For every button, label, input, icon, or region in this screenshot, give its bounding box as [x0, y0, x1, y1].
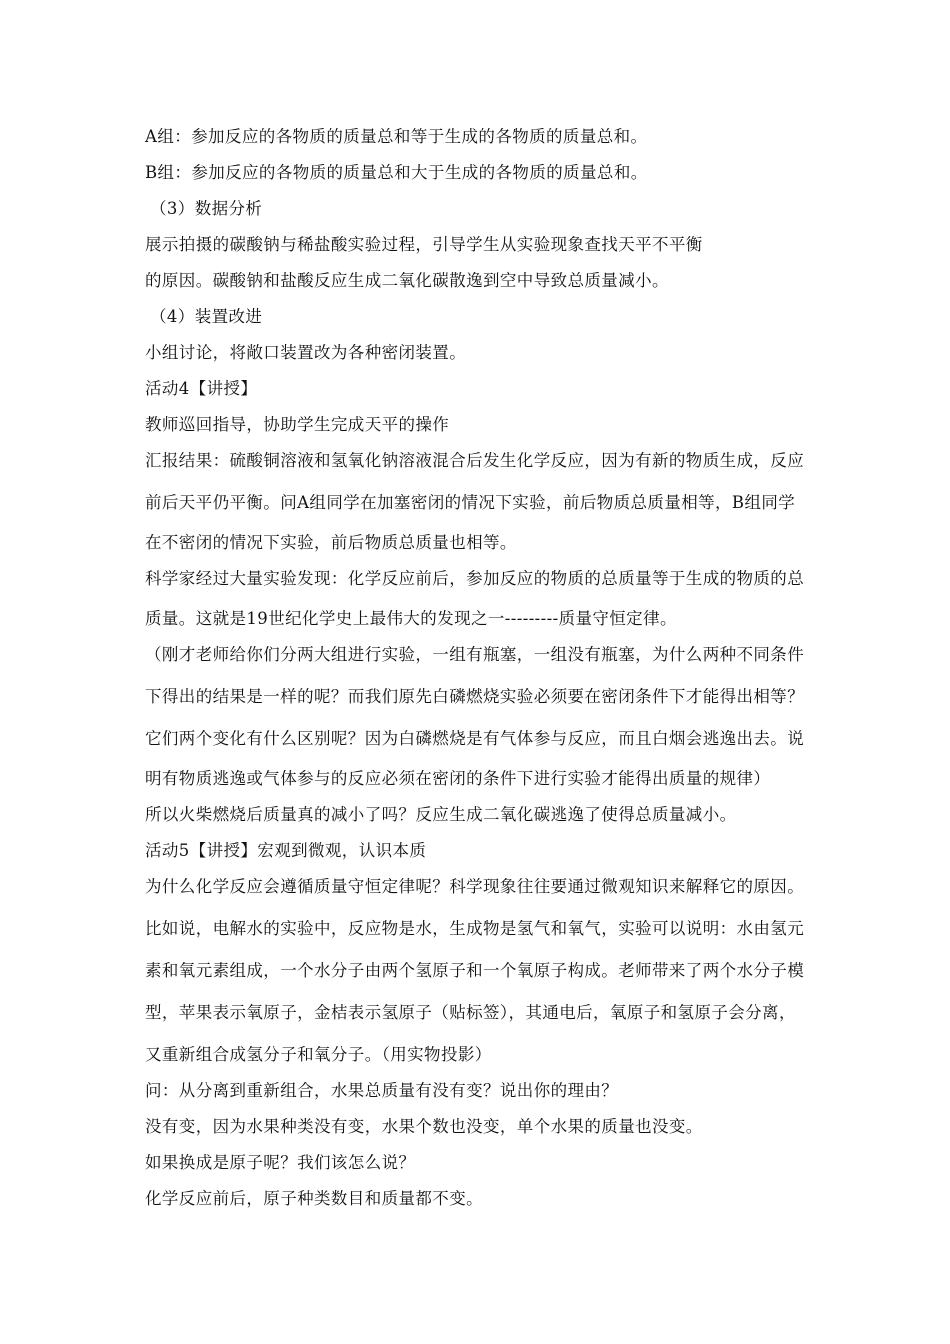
text-line: 的原因。碳酸钠和盐酸反应生成二氧化碳散逸到空中导致总质量减小。 — [145, 271, 669, 290]
text-line: 它们两个变化有什么区别呢？因为白磷燃烧是有气体参与反应，而且白烟会逃逸出去。说 — [145, 729, 805, 748]
text-line: 科学家经过大量实验发现：化学反应前后，参加反应的物质的总质量等于生成的物质的总 — [145, 569, 805, 588]
text-line: 化学反应前后，原子种类数目和质量都不变。 — [145, 1189, 483, 1208]
text-line: 前后天平仍平衡。问A组同学在加塞密闭的情况下实验，前后物质总质量相等，B组同学 — [145, 493, 796, 512]
text-line: 展示拍摄的碳酸钠与稀盐酸实验过程，引导学生从实验现象查找天平不平衡 — [145, 235, 703, 254]
text-line: 所以火柴燃烧后质量真的减小了吗？反应生成二氧化碳逃逸了使得总质量减小。 — [145, 805, 737, 824]
section-heading-data-analysis: （3）数据分析 — [150, 199, 263, 218]
text-line: 在不密闭的情况下实验，前后物质总质量也相等。 — [145, 533, 517, 552]
text-line: 质量。这就是19世纪化学史上最伟大的发现之一---------质量守恒定律。 — [145, 609, 677, 628]
activity-heading-4: 活动4【讲授】 — [145, 379, 258, 398]
text-line: 问：从分离到重新组合，水果总质量有没有变？说出你的理由？ — [145, 1081, 619, 1100]
text-line: 比如说，电解水的实验中，反应物是水，生成物是氢气和氧气，实验可以说明：水由氢元 — [145, 919, 805, 938]
activity-heading-5: 活动5【讲授】宏观到微观，认识本质 — [145, 841, 427, 860]
text-line: 素和氧元素组成，一个水分子由两个氢原子和一个氧原子构成。老师带来了两个水分子模 — [145, 961, 805, 980]
text-line: 教师巡回指导，协助学生完成天平的操作 — [145, 415, 450, 434]
text-line-group-a: A组：参加反应的各物质的质量总和等于生成的各物质的质量总和。 — [145, 127, 648, 146]
text-line: 汇报结果：硫酸铜溶液和氢氧化钠溶液混合后发生化学反应，因为有新的物质生成，反应 — [145, 451, 805, 470]
text-line: 下得出的结果是一样的呢？而我们原先白磷燃烧实验必须要在密闭条件下才能得出相等？ — [145, 687, 805, 706]
text-line-group-b: B组：参加反应的各物质的质量总和大于生成的各物质的质量总和。 — [145, 163, 648, 182]
text-line: 如果换成是原子呢？我们该怎么说？ — [145, 1153, 416, 1172]
text-line: 小组讨论，将敞口装置改为各种密闭装置。 — [145, 343, 467, 362]
text-line: 没有变，因为水果种类没有变，水果个数也没变，单个水果的质量也没变。 — [145, 1117, 703, 1136]
text-line: 为什么化学反应会遵循质量守恒定律呢？科学现象往往要通过微观知识来解释它的原因。 — [145, 877, 805, 896]
text-line: 又重新组合成氢分子和氧分子。（用实物投影） — [145, 1045, 492, 1064]
text-line: 型，苹果表示氧原子，金桔表示氢原子（贴标签），其通电后，氧原子和氢原子会分离， — [145, 1003, 796, 1022]
text-line: （刚才老师给你们分两大组进行实验，一组有瓶塞，一组没有瓶塞，为什么两种不同条件 — [145, 645, 805, 664]
section-heading-device-improvement: （4）装置改进 — [150, 307, 263, 326]
text-line: 明有物质逃逸或气体参与的反应必须在密闭的条件下进行实验才能得出质量的规律） — [145, 769, 771, 788]
